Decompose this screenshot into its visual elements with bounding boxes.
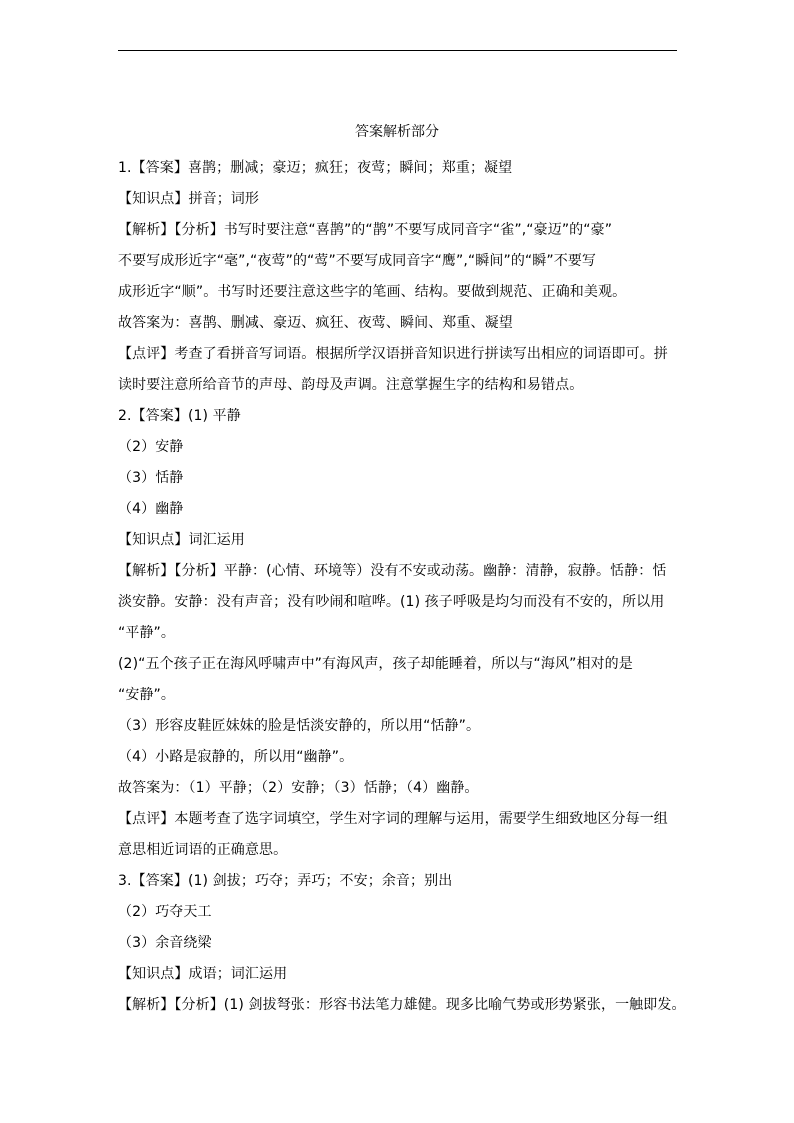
text-line: （3）恬静 — [118, 470, 184, 486]
text-line: 成形近字“顺”。书写时还要注意这些字的笔画、结构。要做到规范、正确和美观。 — [118, 284, 627, 300]
text-line: 1.【答案】喜鹊；删减；豪迈；疯狂；夜莺；瞬间；郑重；凝望 — [118, 160, 513, 176]
text-line: 淡安静。安静：没有声音；没有吵闹和喧哗。(1) 孩子呼吸是均匀而没有不安的，所以用 — [118, 594, 665, 610]
text-line: （2）安静 — [118, 439, 184, 455]
text-line: 【点评】本题考查了选字词填空，学生对字词的理解与运用，需要学生细致地区分每一组 — [118, 811, 668, 827]
text-line: 【解析】【分析】平静：(心情、环境等）没有不安或动荡。幽静：清静，寂静。恬静：恬 — [118, 563, 667, 579]
text-line: 意思相近词语的正确意思。 — [118, 842, 288, 858]
text-line: “安静”。 — [118, 687, 176, 703]
text-line: （4）小路是寂静的，所以用“幽静”。 — [118, 749, 354, 765]
text-line: （3）余音绕梁 — [118, 935, 212, 951]
text-line: 3.【答案】(1) 剑拔；巧夺；弄巧；不安；余音；别出 — [118, 873, 453, 889]
answer-body — [118, 153, 690, 1021]
text-line: 【点评】考查了看拼音写词语。根据所学汉语拼音知识进行拼读写出相应的词语即可。拼 — [118, 346, 668, 362]
text-line: 【知识点】拼音；词形 — [118, 191, 259, 207]
text-line: （2）巧夺天工 — [118, 904, 212, 920]
text-line: 不要写成形近字“毫”,“夜莺”的“莺”不要写成同音字“鹰”,“瞬间”的“瞬”不要写 — [118, 253, 597, 269]
text-line: 【知识点】成语；词汇运用 — [118, 966, 288, 982]
text-line: 读时要注意所给音节的声母、韵母及声调。注意掌握生字的结构和易错点。 — [118, 377, 584, 393]
text-line: (2)“五个孩子正在海风呼啸声中”有海风声，孩子却能睡着，所以与“海风”相对的是 — [118, 656, 633, 672]
header-rule — [118, 50, 677, 51]
text-line: “平静”。 — [118, 625, 176, 641]
text-line: （3）形容皮鞋匠妹妹的脸是恬淡安静的，所以用“恬静”。 — [118, 718, 481, 734]
page-title: 答案解析部分 — [355, 124, 439, 140]
text-line: （4）幽静 — [118, 501, 184, 517]
text-line: 2.【答案】(1) 平静 — [118, 408, 241, 424]
text-line: 【解析】【分析】(1) 剑拔弩张：形容书法笔力雄健。现多比喻气势或形势紧张，一触即发。 — [118, 997, 686, 1013]
text-line: 【知识点】词汇运用 — [118, 532, 245, 548]
text-line: 【解析】【分析】书写时要注意“喜鹊”的“鹊”不要写成同音字“雀”,“豪迈”的“豪” — [118, 222, 613, 238]
text-line: 故答案为：喜鹊、删减、豪迈、疯狂、夜莺、瞬间、郑重、凝望 — [118, 315, 513, 331]
text-line: 故答案为：（1）平静；（2）安静；（3）恬静；（4）幽静。 — [118, 780, 479, 796]
